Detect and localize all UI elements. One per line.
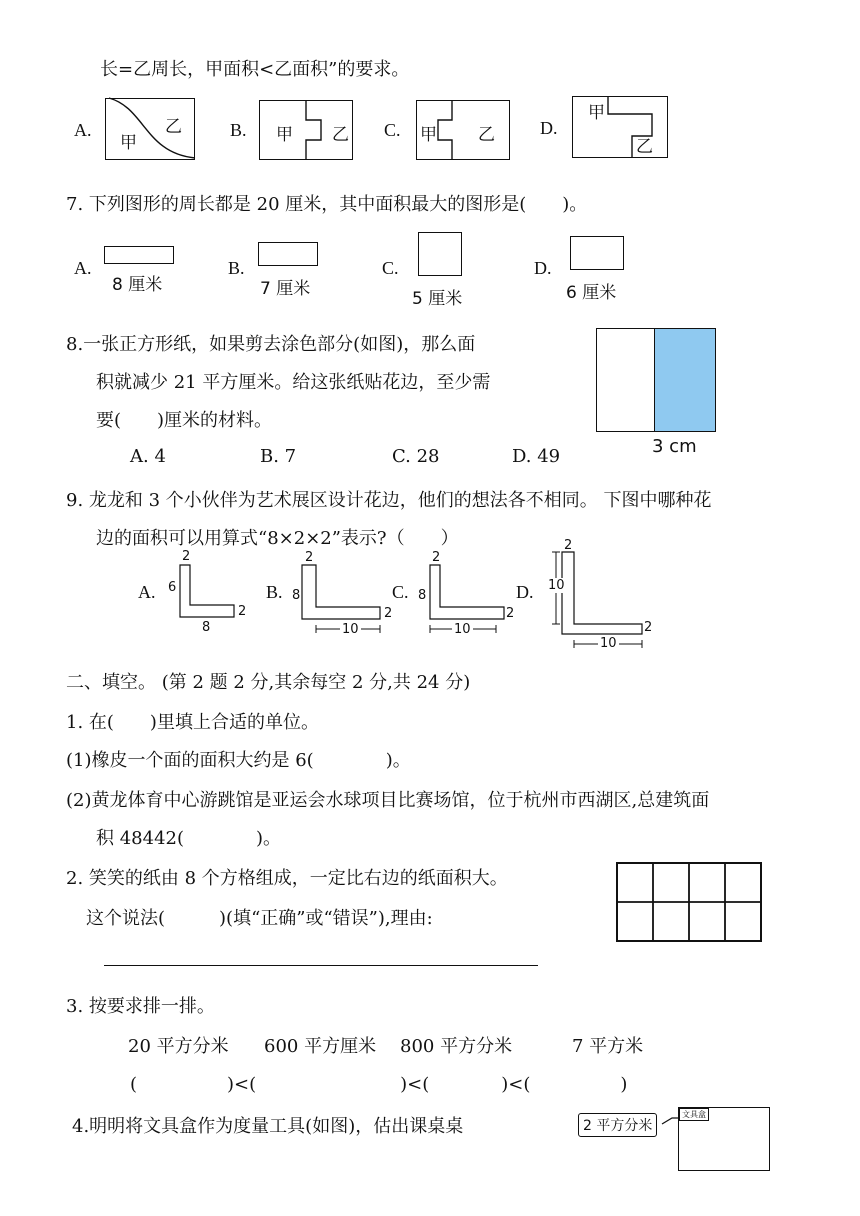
s2-q3-item-3: 800 平方分米 — [400, 1036, 513, 1057]
q9-figure-b-side: 8 — [292, 588, 301, 603]
q7-figure-b-label: 7 厘米 — [260, 279, 311, 299]
q7-question-text: 7. 下列图形的周长都是 20 厘米，其中面积最大的图形是( )。 — [66, 194, 588, 215]
s2-q4-text: 4.明明将文具盒作为度量工具(如图)，估出课桌桌 — [72, 1116, 464, 1137]
q6-option-a-letter[interactable]: A. — [74, 120, 92, 140]
q6-figure-b-label-jia: 甲 — [276, 125, 293, 145]
q9-option-d-letter[interactable]: D. — [516, 582, 534, 602]
s2-q2-line2: 这个说法( )(填“正确”或“错误”),理由: — [86, 908, 433, 929]
q9-figure-a-side: 6 — [168, 580, 177, 595]
q6-tail-text: 长=乙周长，甲面积<乙面积”的要求。 — [100, 59, 410, 80]
q6-figure-a-label-jia: 甲 — [120, 133, 137, 153]
s2-q3-item-1: 20 平方分米 — [128, 1036, 229, 1057]
q6-option-c-letter[interactable]: C. — [384, 120, 401, 140]
q8-shaded-strip — [654, 329, 715, 431]
section-2-heading: 二、填空。 (第 2 题 2 分,其余每空 2 分,共 24 分) — [66, 672, 471, 693]
q7-figure-a-label: 8 厘米 — [112, 275, 163, 295]
s2-q3-item-2: 600 平方厘米 — [264, 1036, 377, 1057]
q7-figure-a-rect — [104, 246, 174, 264]
q8-line-2: 积就减少 21 平方厘米。给这张纸贴花边，至少需 — [96, 372, 491, 393]
q6-figure-d-divider — [572, 96, 668, 158]
s2-q1-part1: (1)橡皮一个面的面积大约是 6( )。 — [66, 750, 411, 771]
q9-figure-d-bottom: 10 — [600, 636, 617, 651]
q9-figure-b-bottom: 10 — [342, 622, 359, 637]
q7-figure-b-rect — [258, 242, 318, 266]
q8-option-a[interactable]: A. 4 — [130, 446, 166, 467]
s2-q4-pencil-box: 文具盒 — [679, 1108, 709, 1121]
q6-option-b-letter[interactable]: B. — [230, 120, 247, 140]
q9-figure-c-top: 2 — [432, 550, 441, 565]
q9-figure-d-right: 2 — [644, 620, 653, 635]
q6-figure-d-label-yi: 乙 — [636, 137, 653, 157]
q9-figure-b-right: 2 — [384, 606, 393, 621]
q9-figure-a-right: 2 — [238, 604, 247, 619]
q9-figure-d-side: 10 — [548, 578, 565, 593]
q6-figure-c-label-yi: 乙 — [478, 125, 495, 145]
q9-figure-c-side: 8 — [418, 588, 427, 603]
q9-figure-c — [424, 555, 524, 635]
q8-option-d[interactable]: D. 49 — [512, 446, 561, 467]
q6-figure-a-label-yi: 乙 — [165, 117, 182, 137]
q7-option-d-letter[interactable]: D. — [534, 258, 552, 278]
q6-figure-d-label-jia: 甲 — [588, 103, 605, 123]
q9-line-1: 9. 龙龙和 3 个小伙伴为艺术展区设计花边，他们的想法各不相同。 下图中哪种花 — [66, 490, 712, 511]
q8-line-3: 要( )厘米的材料。 — [96, 410, 273, 431]
q9-figure-a-bottom: 8 — [202, 620, 211, 635]
s2-q1-part2-line1: (2)黄龙体育中心游跳馆是亚运会水球项目比赛场馆，位于杭州市西湖区,总建筑面 — [66, 790, 710, 811]
s2-q3-blanks[interactable]: ( )<( )<( )<( ) — [130, 1074, 628, 1095]
q7-option-c-letter[interactable]: C. — [382, 258, 399, 278]
s2-q2-answer-line[interactable] — [104, 965, 538, 966]
q9-figure-a-top: 2 — [182, 549, 191, 564]
q9-figure-d-top: 2 — [564, 538, 573, 553]
q6-figure-c-label-jia: 甲 — [420, 125, 437, 145]
s2-q3-text: 3. 按要求排一排。 — [66, 996, 215, 1017]
s2-q1-part2-line2: 积 48442( )。 — [96, 828, 282, 849]
q9-line-2: 边的面积可以用算式“8×2×2”表示?（ ） — [96, 528, 459, 549]
s2-q2-grid-figure — [616, 862, 762, 944]
s2-q1-text: 1. 在( )里填上合适的单位。 — [66, 712, 319, 733]
q8-line-1: 8.一张正方形纸，如果剪去涂色部分(如图)，那么面 — [66, 334, 476, 355]
s2-q2-line1: 2. 笑笑的纸由 8 个方格组成，一定比右边的纸面积大。 — [66, 868, 508, 889]
q6-option-d-letter[interactable]: D. — [540, 118, 558, 138]
q8-option-c[interactable]: C. 28 — [392, 446, 440, 467]
s2-q3-item-4: 7 平方米 — [572, 1036, 644, 1057]
q7-option-a-letter[interactable]: A. — [74, 258, 92, 278]
q8-option-b[interactable]: B. 7 — [260, 446, 297, 467]
q9-figure-c-bottom: 10 — [454, 622, 471, 637]
q9-figure-b-top: 2 — [305, 550, 314, 565]
q9-figure-c-right: 2 — [506, 606, 515, 621]
q6-figure-b-label-yi: 乙 — [332, 125, 349, 145]
q9-option-b-letter[interactable]: B. — [266, 582, 283, 602]
q9-option-a-letter[interactable]: A. — [138, 582, 156, 602]
q9-option-c-letter[interactable]: C. — [392, 582, 409, 602]
q7-figure-d-rect — [570, 236, 624, 270]
q7-figure-c-label: 5 厘米 — [412, 289, 463, 309]
q8-figure-label: 3 cm — [652, 436, 697, 457]
q7-option-b-letter[interactable]: B. — [228, 258, 245, 278]
q7-figure-c-square — [418, 232, 462, 276]
q7-figure-d-label: 6 厘米 — [566, 283, 617, 303]
s2-q4-tag: 2 平方分米 — [578, 1113, 657, 1137]
